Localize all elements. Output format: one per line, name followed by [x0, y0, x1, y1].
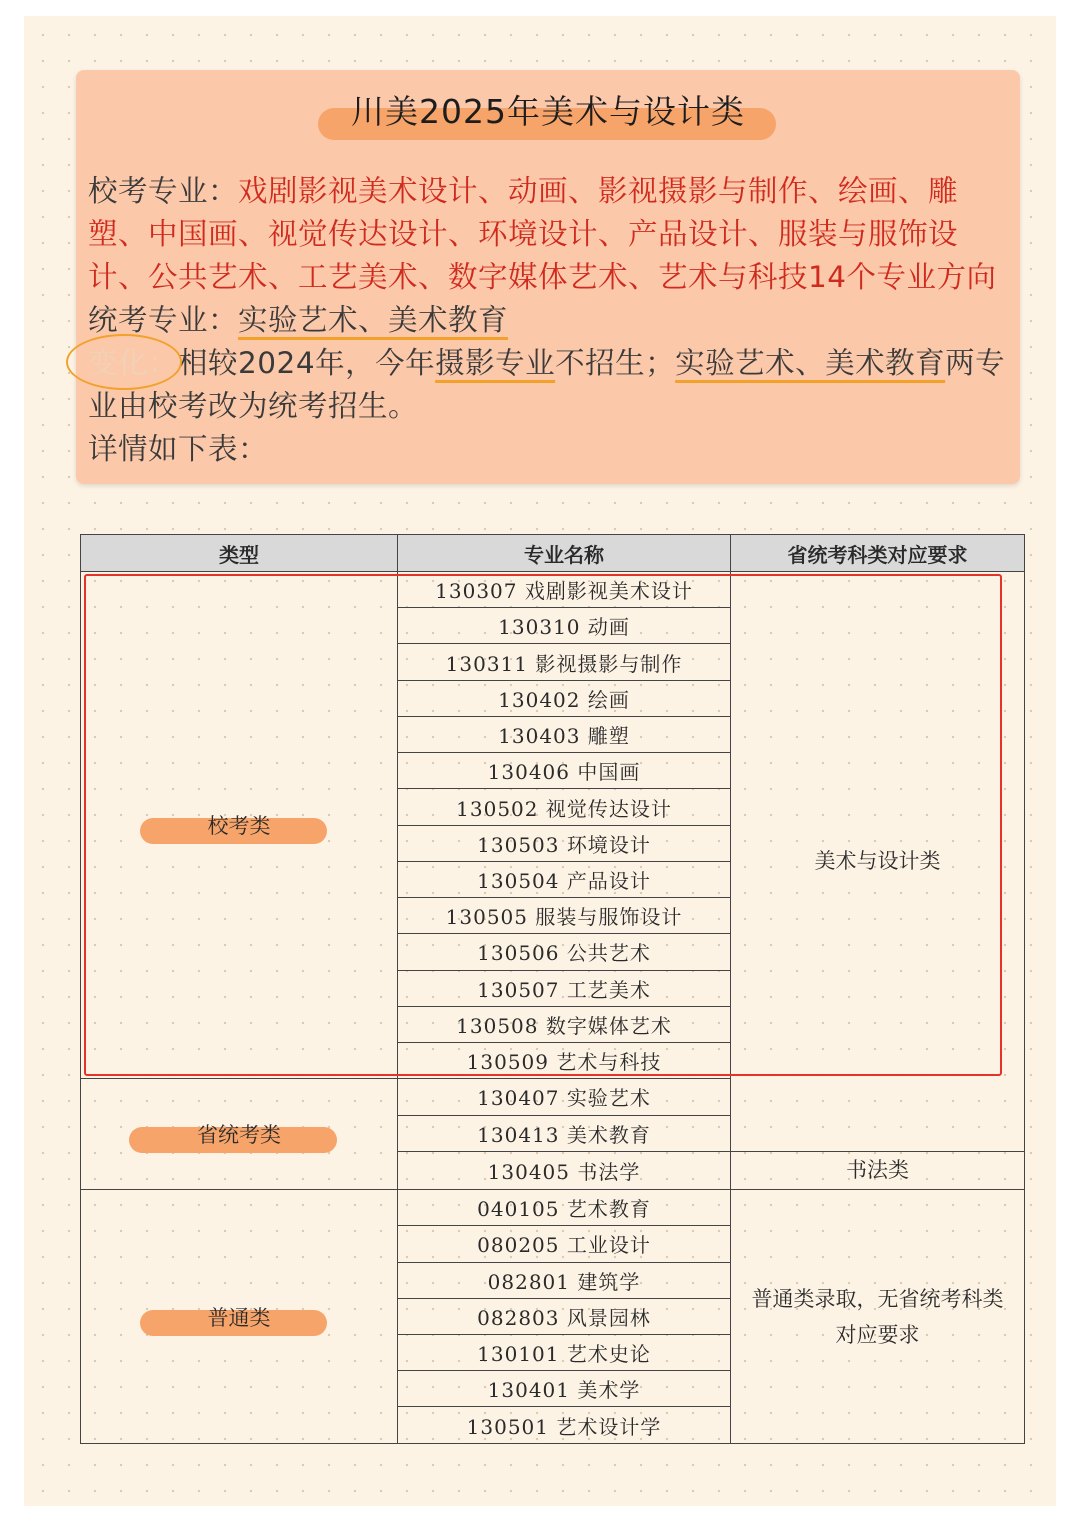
change-text-1: 相较2024年，今年 — [178, 346, 436, 380]
major-name-cell: 130307 戏剧影视美术设计 — [398, 572, 731, 608]
type-cell-general — [81, 1190, 398, 1444]
school-exam-paragraph — [88, 170, 1012, 299]
school-exam-majors: 戏剧影视美术设计、动画、影视摄影与制作、绘画、雕塑、中国画、视觉传达设计、环境设计、产品设计、服装与服饰设计、公共艺术、工艺美术、数字媒体艺术、艺术与科技14个专业方向 — [88, 174, 997, 294]
major-name-cell: 130505 服装与服饰设计 — [398, 898, 731, 934]
major-name-cell: 130403 雕塑 — [398, 716, 731, 752]
major-name-cell: 040105 艺术教育 — [398, 1190, 731, 1226]
major-name-cell: 130503 环境设计 — [398, 825, 731, 861]
header-major-name: 专业名称 — [398, 535, 731, 572]
major-name-cell: 130401 美术学 — [398, 1371, 731, 1407]
unified-exam-majors: 实验艺术、美术教育 — [238, 303, 509, 337]
major-name-cell: 130501 艺术设计学 — [398, 1407, 731, 1444]
type-cell-school-exam — [81, 572, 398, 1079]
major-name-cell: 130405 书法学 — [398, 1151, 731, 1189]
major-name-cell: 130502 视觉传达设计 — [398, 789, 731, 825]
table-row — [81, 572, 1025, 608]
major-name-cell: 082801 建筑学 — [398, 1262, 731, 1298]
major-name-cell: 080205 工业设计 — [398, 1226, 731, 1262]
note-title: 川美2025年美术与设计类 — [351, 92, 745, 131]
change-highlight-majors: 实验艺术、美术教育 — [675, 346, 946, 380]
unified-exam-paragraph — [88, 299, 1012, 342]
requirement-cell-art-design: 美术与设计类 — [731, 572, 1025, 1152]
major-name-cell: 130509 艺术与科技 — [398, 1043, 731, 1079]
header-type: 类型 — [81, 535, 398, 572]
major-name-cell: 130507 工艺美术 — [398, 970, 731, 1006]
requirement-cell-general — [731, 1190, 1025, 1444]
details-line: 详情如下表： — [88, 432, 269, 466]
change-label: 变化： — [88, 346, 179, 380]
change-text-2: 不招生； — [555, 346, 676, 380]
major-name-cell: 130508 数字媒体艺术 — [398, 1006, 731, 1042]
type-label: 普通类 — [207, 1305, 271, 1330]
change-paragraph — [88, 342, 1012, 428]
major-name-cell: 130311 影视摄影与制作 — [398, 644, 731, 680]
major-name-cell: 130506 公共艺术 — [398, 934, 731, 970]
school-exam-label: 校考专业： — [88, 174, 239, 208]
summary-note-card — [76, 70, 1020, 484]
change-label-circled — [88, 346, 178, 380]
major-name-cell: 130504 产品设计 — [398, 861, 731, 897]
type-label: 校考类 — [207, 814, 271, 839]
major-name-cell: 130101 艺术史论 — [398, 1335, 731, 1371]
type-label: 省统考类 — [197, 1123, 281, 1148]
major-name-cell: 130413 美术教育 — [398, 1115, 731, 1151]
requirement-cell-calligraphy: 书法类 — [731, 1151, 1025, 1189]
major-name-cell: 082803 风景园林 — [398, 1298, 731, 1334]
table-row — [81, 1190, 1025, 1226]
change-text-3: 两专业由校考改为统考招生。 — [88, 346, 1006, 423]
table-header-row — [81, 535, 1025, 572]
majors-table — [80, 534, 1025, 1444]
major-name-cell: 130407 实验艺术 — [398, 1079, 731, 1115]
type-cell-provincial-exam — [81, 1079, 398, 1190]
unified-exam-label: 统考专业： — [88, 303, 239, 337]
requirement-general-text: 普通类录取，无省统考科类对应要求 — [751, 1286, 1004, 1347]
major-name-cell: 130310 动画 — [398, 608, 731, 644]
header-requirement: 省统考科类对应要求 — [731, 535, 1025, 572]
major-name-cell: 130402 绘画 — [398, 680, 731, 716]
major-name-cell: 130406 中国画 — [398, 753, 731, 789]
circle-annotation — [66, 334, 182, 390]
note-body — [88, 170, 1012, 471]
change-highlight-photography: 摄影专业 — [435, 346, 556, 380]
